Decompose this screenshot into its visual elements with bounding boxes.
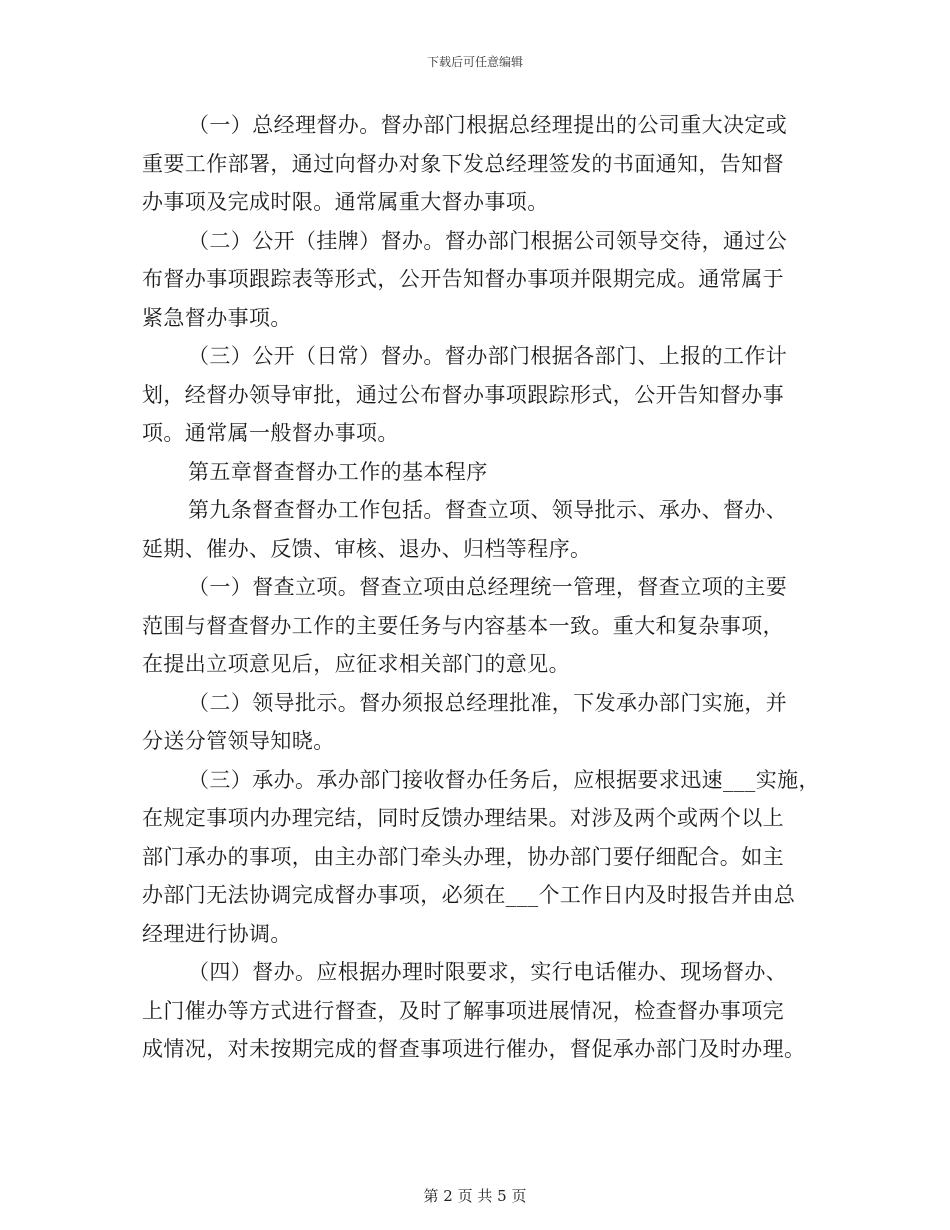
text-line: 延期、催办、反馈、审核、退办、归档等程序。 bbox=[142, 536, 592, 561]
text-line: 重要工作部署，通过向督办对象下发总经理签发的书面通知，告知督 bbox=[142, 151, 784, 176]
text-line: （三）承办。承办部门接收督办任务后，应根据要求迅速___实施， bbox=[188, 767, 820, 792]
text-line: 紧急督办事项。 bbox=[142, 305, 292, 330]
text-line: 办事项及完成时限。通常属重大督办事项。 bbox=[142, 190, 549, 214]
page-header: 下载后可任意编辑 bbox=[426, 55, 523, 69]
paragraph-5 bbox=[142, 568, 822, 684]
text-line: 第五章督查督办工作的基本程序 bbox=[188, 459, 488, 484]
paragraph-2 bbox=[142, 222, 822, 338]
document-body bbox=[142, 106, 822, 1069]
text-line: 在规定事项内办理完结，同时反馈办理结果。对涉及两个或两个以上 bbox=[142, 806, 784, 830]
text-line: 项。通常属一般督办事项。 bbox=[142, 421, 399, 445]
text-line: 上门催办等方式进行督查，及时了解事项进展情况，检查督办事项完 bbox=[142, 998, 784, 1023]
text-line: （二）公开（挂牌）督办。督办部门根据公司领导交待，通过公 bbox=[188, 228, 788, 253]
text-line: 成情况，对未按期完成的督查事项进行催办，督促承办部门及时办理。 bbox=[142, 1037, 806, 1061]
paragraph-1 bbox=[142, 106, 822, 222]
text-line: 部门承办的事项，由主办部门牵头办理，协办部门要仔细配合。如主 bbox=[142, 844, 784, 869]
paragraph-7 bbox=[142, 761, 822, 954]
text-line: 在提出立项意见后，应征求相关部门的意见。 bbox=[142, 652, 570, 676]
paragraph-8 bbox=[142, 953, 822, 1069]
text-line: （三）公开（日常）督办。督办部门根据各部门、上报的工作计 bbox=[188, 344, 788, 368]
text-line: 办部门无法协调完成督办事项，必须在___个工作日内及时报告并由总 bbox=[142, 883, 796, 907]
text-line: 范围与督查督办工作的主要任务与内容基本一致。重大和复杂事项， bbox=[142, 613, 784, 638]
text-line: 分送分管领导知晓。 bbox=[142, 729, 335, 753]
text-line: 划，经督办领导审批，通过公布督办事项跟踪形式，公开告知督办事 bbox=[142, 382, 784, 407]
text-line: （一）总经理督办。督办部门根据总经理提出的公司重大决定或 bbox=[188, 113, 788, 137]
paragraph-6 bbox=[142, 684, 822, 761]
text-line: 布督办事项跟踪表等形式，公开告知督办事项并限期完成。通常属于 bbox=[142, 267, 784, 291]
text-line: （四）督办。应根据办理时限要求，实行电话催办、现场督办、 bbox=[188, 960, 788, 984]
text-line: 第九条督查督办工作包括。督查立项、领导批示、承办、督办、 bbox=[188, 498, 788, 522]
chapter-heading bbox=[142, 453, 822, 492]
page-number: 第 2 页 共 5 页 bbox=[423, 1187, 527, 1205]
text-line: 经理进行协调。 bbox=[142, 921, 292, 946]
text-line: （二）领导批示。督办须报总经理批准，下发承办部门实施，并 bbox=[188, 690, 788, 715]
text-line: （一）督查立项。督查立项由总经理统一管理，督查立项的主要 bbox=[188, 575, 788, 599]
paragraph-article-9 bbox=[142, 491, 822, 568]
paragraph-3 bbox=[142, 337, 822, 453]
